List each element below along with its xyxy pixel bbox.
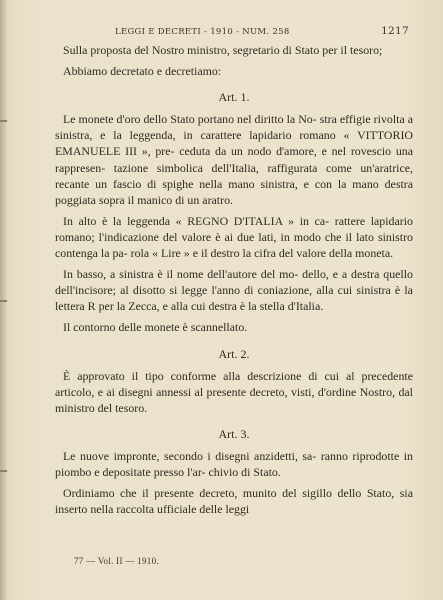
page-footer: 77 — Vol. II — 1910. [74,556,159,566]
text-line: l'anno di coniazione, alla cui sinistra è la lettera R [55,283,413,314]
paragraph [55,448,413,480]
text-line: Le monete d'oro dello Stato portano nel diritto la No- [63,112,317,127]
text-line: dello Stato, sia inserto nella raccolta ufficiale delle leggi [55,486,413,517]
text-line: chivio di Stato. [208,465,281,480]
text-line: Le nuove impronte, secondo i disegni anzidetti, sa- [63,448,317,463]
paragraph [55,485,413,517]
binding-mark [0,120,7,122]
text-line: recante un fascio di spighe nella mano sinistra, e [55,176,309,191]
text-line: per il tesoro; [322,43,383,57]
paragraph [55,42,413,58]
text-line: È approvato il tipo conforme alla descrizione di cui [63,368,340,383]
page-header [55,26,421,40]
text-line: due lati, in modo che il lato sinistro contenga la pa- [55,229,413,261]
text-line: lapidario romano « VITTORIO EMANUELE III », pre- [55,128,413,159]
running-title: LEGGI E DECRETI - 1910 - NUM. 258 [115,27,290,37]
text-line: In basso, a sinistra è il nome dell'autore del mo- [63,267,299,282]
paragraph [55,63,413,79]
article-heading: Art. 1. [218,90,250,105]
article-heading: Art. 2. [218,346,250,361]
paragraph [55,266,413,314]
text-line: ranno riprodotte in piombo e depositate presso l'ar- [55,448,413,480]
binding-mark [0,300,7,302]
text-line: per la Zecca, e alla cui destra è la stella d'Italia. [98,299,324,314]
text-line: dello, e a destra quello dell'incisore; al disotto si legge [55,267,413,298]
paragraph [55,213,413,261]
document-body [55,42,413,517]
paragraph [55,319,413,335]
page-number: 1217 [381,25,409,37]
text-line: In alto è la leggenda « REGNO D'ITALIA » in ca- [63,213,330,228]
text-line: rola « Lire » e il destro la cifra del valore della [130,246,353,261]
text-line: Il contorno delle monete è scannellato. [63,320,248,335]
binding-mark [0,470,7,472]
text-line: Sulla proposta del Nostro ministro, segretario di Stato [63,43,320,57]
paragraph [55,111,413,208]
text-line: Ordiniamo che il presente decreto, munito del sigillo [63,486,332,501]
text-line: decreto, visti, d'ordine Nostro, dal ministro del tesoro. [55,384,413,415]
paragraph [55,368,413,416]
text-line: ceduta da un nodo d'amore, e nel rovescio una rappresen- [55,144,413,175]
text-line: con la mano destra poggiata sopra il manico di un [55,176,413,207]
text-line: tazione simbolica dell'Italia, raffigurata come un'aratrice, [113,160,413,175]
text-line: stra effigie rivolta a sinistra, e la leggenda, in carattere [55,112,414,143]
text-line: aratro. [202,192,233,207]
text-line: Abbiamo decretato e decretiamo: [63,64,222,79]
article-heading: Art. 3. [218,426,250,441]
text-line: al precedente articolo, e ai disegni annessi al presente [55,368,413,399]
text-line: rattere lapidario romano; l'indicazione del valore è ai [55,213,413,244]
text-line: moneta. [355,246,394,261]
